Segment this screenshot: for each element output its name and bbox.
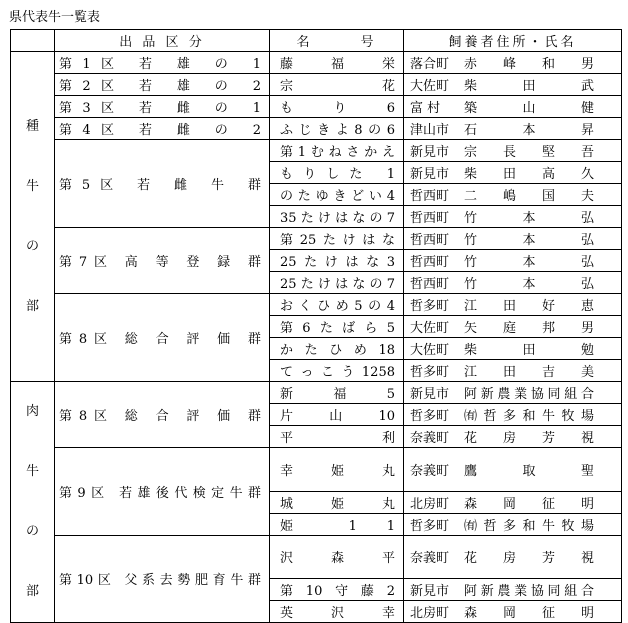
- name-cell: 幸 姫 丸: [270, 448, 404, 492]
- table-row: [11, 74, 622, 96]
- class-cell: 第5区 若 雌 牛 群: [55, 140, 270, 228]
- owner-cell: [404, 426, 622, 448]
- header-category: [11, 30, 55, 52]
- owner-city: 哲西町: [410, 233, 450, 248]
- owner-city: 哲西町: [410, 189, 450, 204]
- owner-person: 赤 峰 和 男: [464, 57, 594, 72]
- class-cell: 第8区 総 合 評 価 群: [55, 294, 270, 382]
- category-char: 肉: [25, 404, 39, 419]
- owner-person: 竹 本 弘: [464, 233, 594, 248]
- owner-cell: [404, 74, 622, 96]
- owner-cell: [404, 52, 622, 74]
- name-cell: 第25たけはな: [270, 228, 404, 250]
- owner-cell: [404, 491, 622, 513]
- name-cell: 第6たばら5: [270, 316, 404, 338]
- name-cell: おくひめ5の4: [270, 294, 404, 316]
- class-cell: 第9区 若雄後代検定牛群: [55, 448, 270, 536]
- class-cell: 第7区 高 等 登 録 群: [55, 228, 270, 294]
- owner-cell: [404, 140, 622, 162]
- class-cell: 第2区 若 雄 の 2: [55, 74, 270, 96]
- table-row: [11, 294, 622, 316]
- table-row: [11, 535, 622, 579]
- owner-person: 柴 田 勉: [464, 343, 594, 358]
- name-cell: 25たけはなの7: [270, 272, 404, 294]
- owner-city: 津山市: [410, 123, 450, 138]
- name-cell: のたゆきどい4: [270, 184, 404, 206]
- name-cell: ふじきよ8の6: [270, 118, 404, 140]
- name-cell: 沢 森 平: [270, 535, 404, 579]
- owner-city: 大佐町: [410, 321, 450, 336]
- owner-person: 花 房 芳 視: [464, 551, 594, 567]
- owner-person: 築 山 健: [464, 101, 594, 116]
- owner-city: 奈義町: [410, 551, 450, 567]
- owner-cell: [404, 448, 622, 492]
- owner-cell: [404, 316, 622, 338]
- category-char: 部: [25, 584, 39, 599]
- owner-person: 石 本 昇: [464, 123, 594, 138]
- name-cell: 第1むねさかえ: [270, 140, 404, 162]
- class-cell: 第8区 総 合 評 価 群: [55, 382, 270, 448]
- name-cell: 藤 福 栄: [270, 52, 404, 74]
- owner-cell: [404, 382, 622, 404]
- owner-cell: [404, 184, 622, 206]
- owner-person: 竹 本 弘: [464, 211, 594, 226]
- name-cell: もりした 1: [270, 162, 404, 184]
- owner-cell: [404, 404, 622, 426]
- category-char: 牛: [25, 178, 39, 194]
- owner-city: 哲多町: [410, 365, 450, 380]
- owner-cell: [404, 294, 622, 316]
- class-cell: 第1区 若 雄 の 1: [55, 52, 270, 74]
- owner-city: 大佐町: [410, 79, 450, 94]
- owner-cell: [404, 162, 622, 184]
- name-cell: 姫 1 1: [270, 513, 404, 535]
- name-cell: 35たけはなの7: [270, 206, 404, 228]
- class-cell: 第3区 若 雌 の 1: [55, 96, 270, 118]
- owner-person: ㈲哲多和牛牧場: [464, 409, 594, 424]
- owner-city: 奈義町: [410, 463, 450, 479]
- name-cell: 片 山 10: [270, 404, 404, 426]
- owner-person: 阿新農業協同組合: [464, 584, 594, 599]
- representative-cattle-table: [10, 29, 622, 623]
- name-cell: 新 福 5: [270, 382, 404, 404]
- owner-cell: [404, 535, 622, 579]
- owner-city: 哲多町: [410, 518, 450, 534]
- owner-person: 江 田 吉 美: [464, 365, 594, 380]
- owner-person: 矢 庭 邦 男: [464, 321, 594, 336]
- table-row: [11, 140, 622, 162]
- owner-person: 柴 田 高 久: [464, 167, 594, 182]
- name-cell: かたひめ18: [270, 338, 404, 360]
- owner-cell: [404, 118, 622, 140]
- owner-cell: [404, 360, 622, 382]
- owner-city: 新見市: [410, 145, 450, 160]
- owner-city: 北房町: [410, 496, 450, 512]
- owner-city: 新見市: [410, 387, 450, 402]
- name-cell: 城 姫 丸: [270, 491, 404, 513]
- name-cell: 25たけはな3: [270, 250, 404, 272]
- owner-city: 新見市: [410, 167, 450, 182]
- owner-person: 竹 本 弘: [464, 277, 594, 292]
- table-row: [11, 448, 622, 492]
- owner-city: 新見市: [410, 584, 450, 599]
- table-row: [11, 52, 622, 74]
- name-cell: も り 6: [270, 96, 404, 118]
- header-row: [11, 30, 622, 52]
- table-row: [11, 118, 622, 140]
- owner-cell: [404, 206, 622, 228]
- owner-person: 宗 長 堅 吾: [464, 145, 594, 160]
- class-cell: 第4区 若 雌 の 2: [55, 118, 270, 140]
- category-char: 部: [25, 298, 39, 314]
- owner-city: 哲多町: [410, 409, 450, 424]
- owner-cell: [404, 96, 622, 118]
- owner-city: 北房町: [410, 606, 450, 621]
- owner-person: 鷹 取 聖: [464, 463, 594, 479]
- name-cell: 宗 花: [270, 74, 404, 96]
- owner-city: 奈義町: [410, 431, 450, 446]
- name-cell: てっこう1258: [270, 360, 404, 382]
- category-char: 種: [25, 118, 39, 134]
- name-cell: 第10守藤2: [270, 579, 404, 601]
- category-char: の: [25, 238, 39, 254]
- owner-person: ㈲哲多和牛牧場: [464, 518, 594, 534]
- owner-person: 森 岡 征 明: [464, 606, 594, 621]
- table-caption: 県代表牛一覧表: [9, 10, 101, 25]
- class-cell: 第10区 父系去勢肥育牛群: [55, 535, 270, 623]
- owner-city: 哲西町: [410, 211, 450, 226]
- header-class: 出 品 区 分: [55, 30, 270, 52]
- owner-person: 阿新農業協同組合: [464, 387, 594, 402]
- owner-person: 江 田 好 恵: [464, 299, 594, 314]
- owner-cell: [404, 228, 622, 250]
- table-row: [11, 96, 622, 118]
- owner-city: 哲西町: [410, 255, 450, 270]
- owner-person: 二 嶋 国 夫: [464, 189, 594, 204]
- owner-city: 落合町: [410, 57, 450, 72]
- owner-city: 大佐町: [410, 343, 450, 358]
- owner-city: 富 村: [410, 101, 441, 116]
- table-row: [11, 228, 622, 250]
- owner-person: 森 岡 征 明: [464, 496, 594, 512]
- owner-city: 哲多町: [410, 299, 450, 314]
- owner-person: 柴 田 武: [464, 79, 594, 94]
- owner-cell: [404, 513, 622, 535]
- header-owner: 飼養者住所・氏名: [404, 30, 622, 52]
- owner-person: 花 房 芳 視: [464, 431, 594, 446]
- table-row: [11, 382, 622, 404]
- name-cell: 平 利: [270, 426, 404, 448]
- category-char: の: [25, 524, 39, 539]
- header-name: 名 号: [270, 30, 404, 52]
- category-breeding: [11, 52, 55, 382]
- owner-person: 竹 本 弘: [464, 255, 594, 270]
- category-meat: [11, 382, 55, 623]
- owner-city: 哲西町: [410, 277, 450, 292]
- owner-cell: [404, 579, 622, 601]
- owner-cell: [404, 601, 622, 623]
- owner-cell: [404, 272, 622, 294]
- owner-cell: [404, 338, 622, 360]
- owner-cell: [404, 250, 622, 272]
- category-char: 牛: [25, 464, 39, 479]
- name-cell: 英 沢 幸: [270, 601, 404, 623]
